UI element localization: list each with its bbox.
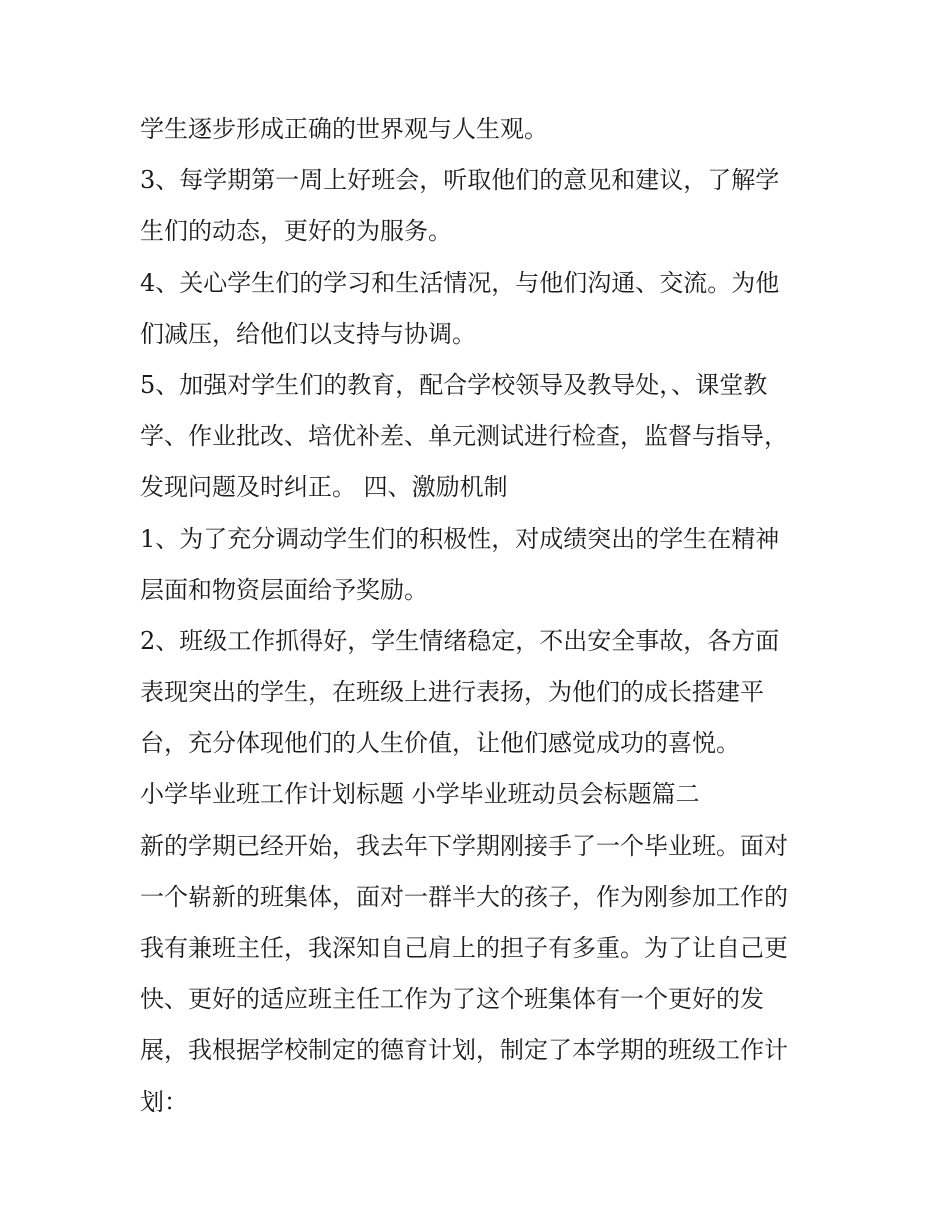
- text-line: 们减压，给他们以支持与协调。: [140, 319, 476, 348]
- document-body: [140, 104, 820, 1128]
- text-line: 台，充分体现他们的人生价值，让他们感觉成功的喜悦。: [140, 729, 740, 758]
- text-line: 发现问题及时纠正。 四、激励机制: [140, 473, 508, 502]
- text-line: 2、班级工作抓得好，学生情绪稳定，不出安全事故，各方面: [140, 626, 780, 655]
- text-line: 新的学期已经开始，我去年下学期刚接手了一个毕业班。面对: [140, 831, 788, 860]
- text-line: 3、每学期第一周上好班会，听取他们的意见和建议，了解学: [140, 166, 780, 195]
- text-line: 我有兼班主任，我深知自己肩上的担子有多重。为了让自己更: [140, 934, 788, 962]
- text-line: 划：: [140, 1087, 188, 1116]
- text-line: 层面和物资层面给予奖励。: [140, 575, 428, 604]
- text-line: 生们的动态，更好的为服务。: [140, 217, 452, 246]
- text-line: 一个崭新的班集体，面对一群半大的孩子，作为刚参加工作的: [140, 882, 788, 911]
- text-line: 5、加强对学生们的教育，配合学校领导及教导处，、课堂教: [140, 370, 768, 399]
- text-line: 表现突出的学生，在班级上进行表扬，为他们的成长搭建平: [140, 678, 764, 707]
- text-line: 1、为了充分调动学生们的积极性，对成绩突出的学生在精神: [140, 524, 780, 553]
- section-heading: 小学毕业班工作计划标题 小学毕业班动员会标题篇二: [140, 780, 700, 809]
- text-line: 4、关心学生们的学习和生活情况，与他们沟通、交流。为他: [140, 268, 780, 297]
- text-line: 学生逐步形成正确的世界观与人生观。: [140, 115, 548, 143]
- text-line: 快、更好的适应班主任工作为了这个班集体有一个更好的发: [140, 985, 764, 1014]
- text-line: 学、作业批改、培优补差、单元测试进行检查，监督与指导，: [140, 422, 788, 451]
- text-line: 展，我根据学校制定的德育计划，制定了本学期的班级工作计: [140, 1036, 788, 1065]
